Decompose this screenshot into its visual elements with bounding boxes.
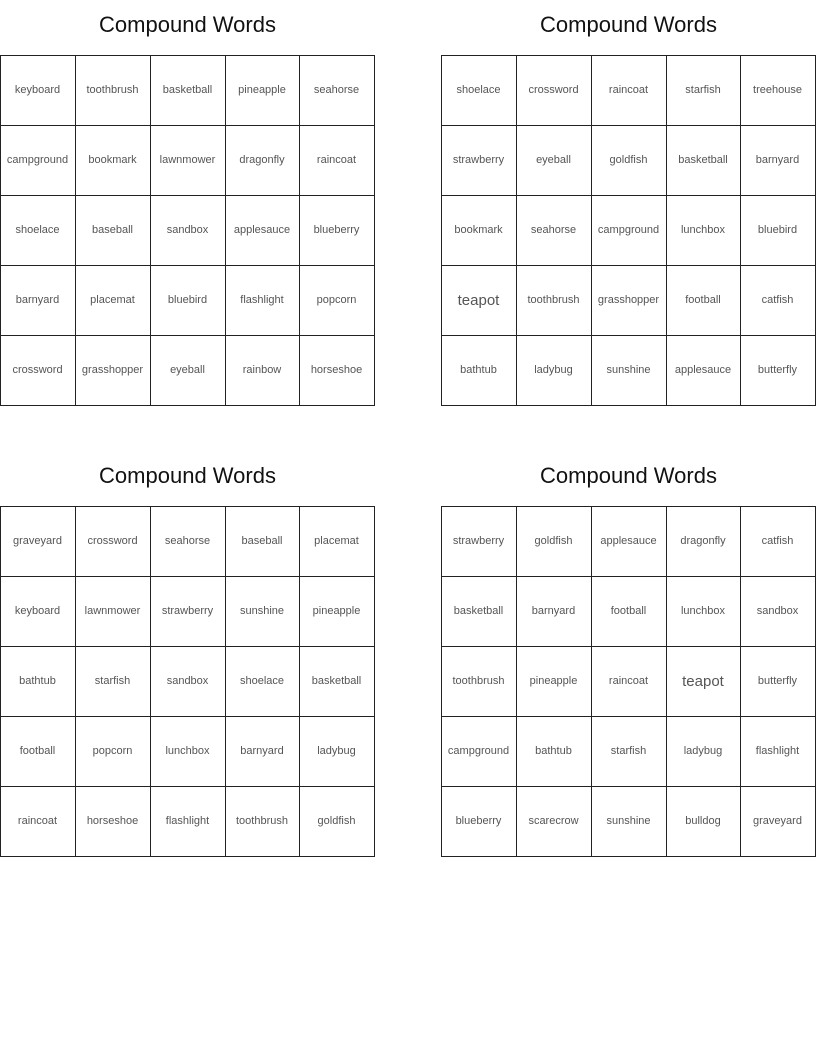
bingo-card-1 [0, 0, 375, 410]
grid-cell: raincoat [591, 646, 667, 717]
grid-cell: butterfly [740, 335, 816, 406]
grid-cell: barnyard [0, 265, 76, 336]
grid-cell: basketball [150, 55, 226, 126]
grid-cell: goldfish [516, 506, 592, 577]
grid-cell: ladybug [516, 335, 592, 406]
grid-cell: popcorn [75, 716, 151, 787]
grid-cell: barnyard [225, 716, 300, 787]
grid-cell: horseshoe [299, 335, 375, 406]
grid-cell: graveyard [0, 506, 76, 577]
grid-cell: bookmark [441, 195, 517, 266]
grid-cell: lunchbox [666, 576, 741, 647]
grid-cell: butterfly [740, 646, 816, 717]
grid-cell: basketball [666, 125, 741, 196]
grid-cell: eyeball [516, 125, 592, 196]
grid-cell: sandbox [740, 576, 816, 647]
grid-cell: football [591, 576, 667, 647]
grid-cell: pineapple [516, 646, 592, 717]
grid-cell: dragonfly [666, 506, 741, 577]
card-title: Compound Words [540, 12, 717, 37]
grid-cell: basketball [299, 646, 375, 717]
grid-cell: shoelace [441, 55, 517, 126]
grid-cell: blueberry [441, 786, 517, 857]
grid-cell: sunshine [225, 576, 300, 647]
grid-cell: pineapple [299, 576, 375, 647]
grid-cell: bluebird [150, 265, 226, 336]
grid-cell: flashlight [740, 716, 816, 787]
grid-cell: toothbrush [75, 55, 151, 126]
grid-cell: lunchbox [666, 195, 741, 266]
grid-cell: raincoat [591, 55, 667, 126]
grid-cell: campground [0, 125, 76, 196]
grid-cell: sunshine [591, 786, 667, 857]
grid-cell: campground [591, 195, 667, 266]
grid-cell: seahorse [299, 55, 375, 126]
grid-cell: seahorse [150, 506, 226, 577]
grid-cell: popcorn [299, 265, 375, 336]
grid-cell: lawnmower [150, 125, 226, 196]
word-grid [441, 506, 816, 857]
grid-cell: keyboard [0, 55, 76, 126]
grid-cell: crossword [75, 506, 151, 577]
grid-cell: starfish [666, 55, 741, 126]
grid-cell: bathtub [0, 646, 76, 717]
grid-cell: pineapple [225, 55, 300, 126]
grid-cell: bathtub [516, 716, 592, 787]
grid-cell: scarecrow [516, 786, 592, 857]
grid-cell: sandbox [150, 646, 226, 717]
grid-cell: shoelace [0, 195, 76, 266]
grid-cell: campground [441, 716, 517, 787]
grid-cell: blueberry [299, 195, 375, 266]
grid-cell: basketball [441, 576, 517, 647]
grid-cell: horseshoe [75, 786, 151, 857]
grid-cell: football [0, 716, 76, 787]
grid-cell: goldfish [591, 125, 667, 196]
card-title: Compound Words [540, 463, 717, 488]
grid-cell: teapot [441, 265, 517, 336]
grid-cell: crossword [516, 55, 592, 126]
grid-cell: baseball [75, 195, 151, 266]
grid-cell: catfish [740, 506, 816, 577]
grid-cell: ladybug [666, 716, 741, 787]
grid-cell: bookmark [75, 125, 151, 196]
grid-cell: toothbrush [441, 646, 517, 717]
grid-cell: barnyard [740, 125, 816, 196]
grid-cell: bluebird [740, 195, 816, 266]
grid-cell: flashlight [225, 265, 300, 336]
grid-cell: dragonfly [225, 125, 300, 196]
card-title: Compound Words [99, 463, 276, 488]
grid-cell: crossword [0, 335, 76, 406]
bingo-card-3 [0, 451, 375, 861]
grid-cell: raincoat [0, 786, 76, 857]
grid-cell: strawberry [441, 125, 517, 196]
word-grid [441, 55, 816, 406]
bingo-card-4 [441, 451, 816, 861]
grid-cell: sunshine [591, 335, 667, 406]
grid-cell: grasshopper [75, 335, 151, 406]
grid-cell: toothbrush [225, 786, 300, 857]
grid-cell: goldfish [299, 786, 375, 857]
grid-cell: placemat [299, 506, 375, 577]
grid-cell: applesauce [666, 335, 741, 406]
grid-cell: sandbox [150, 195, 226, 266]
grid-cell: bulldog [666, 786, 741, 857]
grid-cell: keyboard [0, 576, 76, 647]
grid-cell: lawnmower [75, 576, 151, 647]
grid-cell: barnyard [516, 576, 592, 647]
grid-cell: lunchbox [150, 716, 226, 787]
grid-cell: applesauce [591, 506, 667, 577]
grid-cell: applesauce [225, 195, 300, 266]
bingo-card-2 [441, 0, 816, 410]
grid-cell: baseball [225, 506, 300, 577]
grid-cell: rainbow [225, 335, 300, 406]
grid-cell: teapot [666, 646, 741, 717]
grid-cell: graveyard [740, 786, 816, 857]
grid-cell: treehouse [740, 55, 816, 126]
card-title: Compound Words [99, 12, 276, 37]
word-grid [0, 506, 375, 857]
grid-cell: grasshopper [591, 265, 667, 336]
grid-cell: shoelace [225, 646, 300, 717]
grid-cell: placemat [75, 265, 151, 336]
grid-cell: seahorse [516, 195, 592, 266]
grid-cell: bathtub [441, 335, 517, 406]
grid-cell: flashlight [150, 786, 226, 857]
grid-cell: starfish [75, 646, 151, 717]
word-grid [0, 55, 375, 406]
grid-cell: toothbrush [516, 265, 592, 336]
grid-cell: ladybug [299, 716, 375, 787]
grid-cell: starfish [591, 716, 667, 787]
grid-cell: catfish [740, 265, 816, 336]
grid-cell: football [666, 265, 741, 336]
grid-cell: raincoat [299, 125, 375, 196]
grid-cell: strawberry [441, 506, 517, 577]
grid-cell: strawberry [150, 576, 226, 647]
grid-cell: eyeball [150, 335, 226, 406]
